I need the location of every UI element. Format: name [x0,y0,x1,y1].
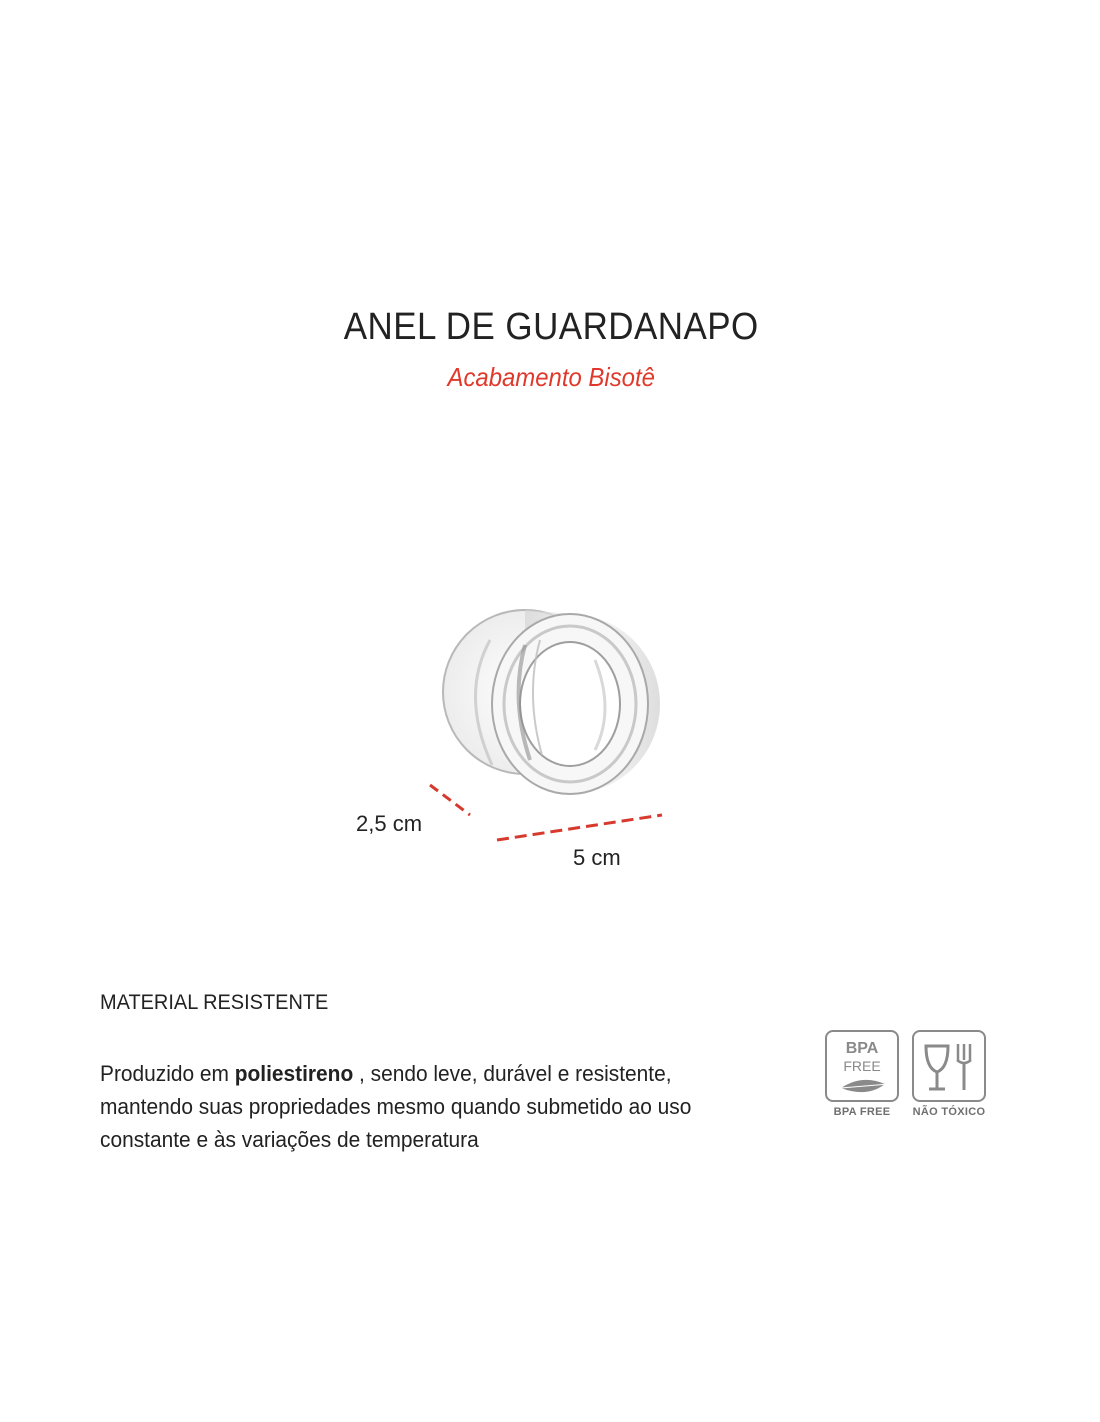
bpa-free-label: BPA FREE [833,1106,891,1118]
bpa-free-line2: FREE [843,1058,881,1074]
height-dimension: 2,5 cm [356,811,423,836]
section-heading: MATERIAL RESISTENTE [100,991,329,1014]
material-name: poliestireno [234,1061,354,1086]
page-subtitle: Acabamento Bisotê [447,362,655,392]
napkin-ring-image [430,600,670,820]
glass-fork-icon [912,1030,986,1102]
bpa-free-line1: BPA [845,1040,879,1057]
non-toxic-label: NÃO TÓXICO [912,1106,986,1118]
bpa-free-badge [822,1030,902,1118]
page-title: ANEL DE GUARDANAPO [343,306,759,348]
description-text-start: Produzido em [100,1061,235,1086]
product-description [100,1057,746,1156]
bpa-free-icon [825,1030,899,1102]
leaf-icon [827,1072,897,1102]
width-dimension: 5 cm [573,845,621,870]
description-text-end: , sendo leve, durável e resistente, mantendo suas propriedades mesmo quando submetido ao uso constante e às variações de temperatura [100,1061,692,1152]
non-toxic-badge [909,1030,989,1118]
